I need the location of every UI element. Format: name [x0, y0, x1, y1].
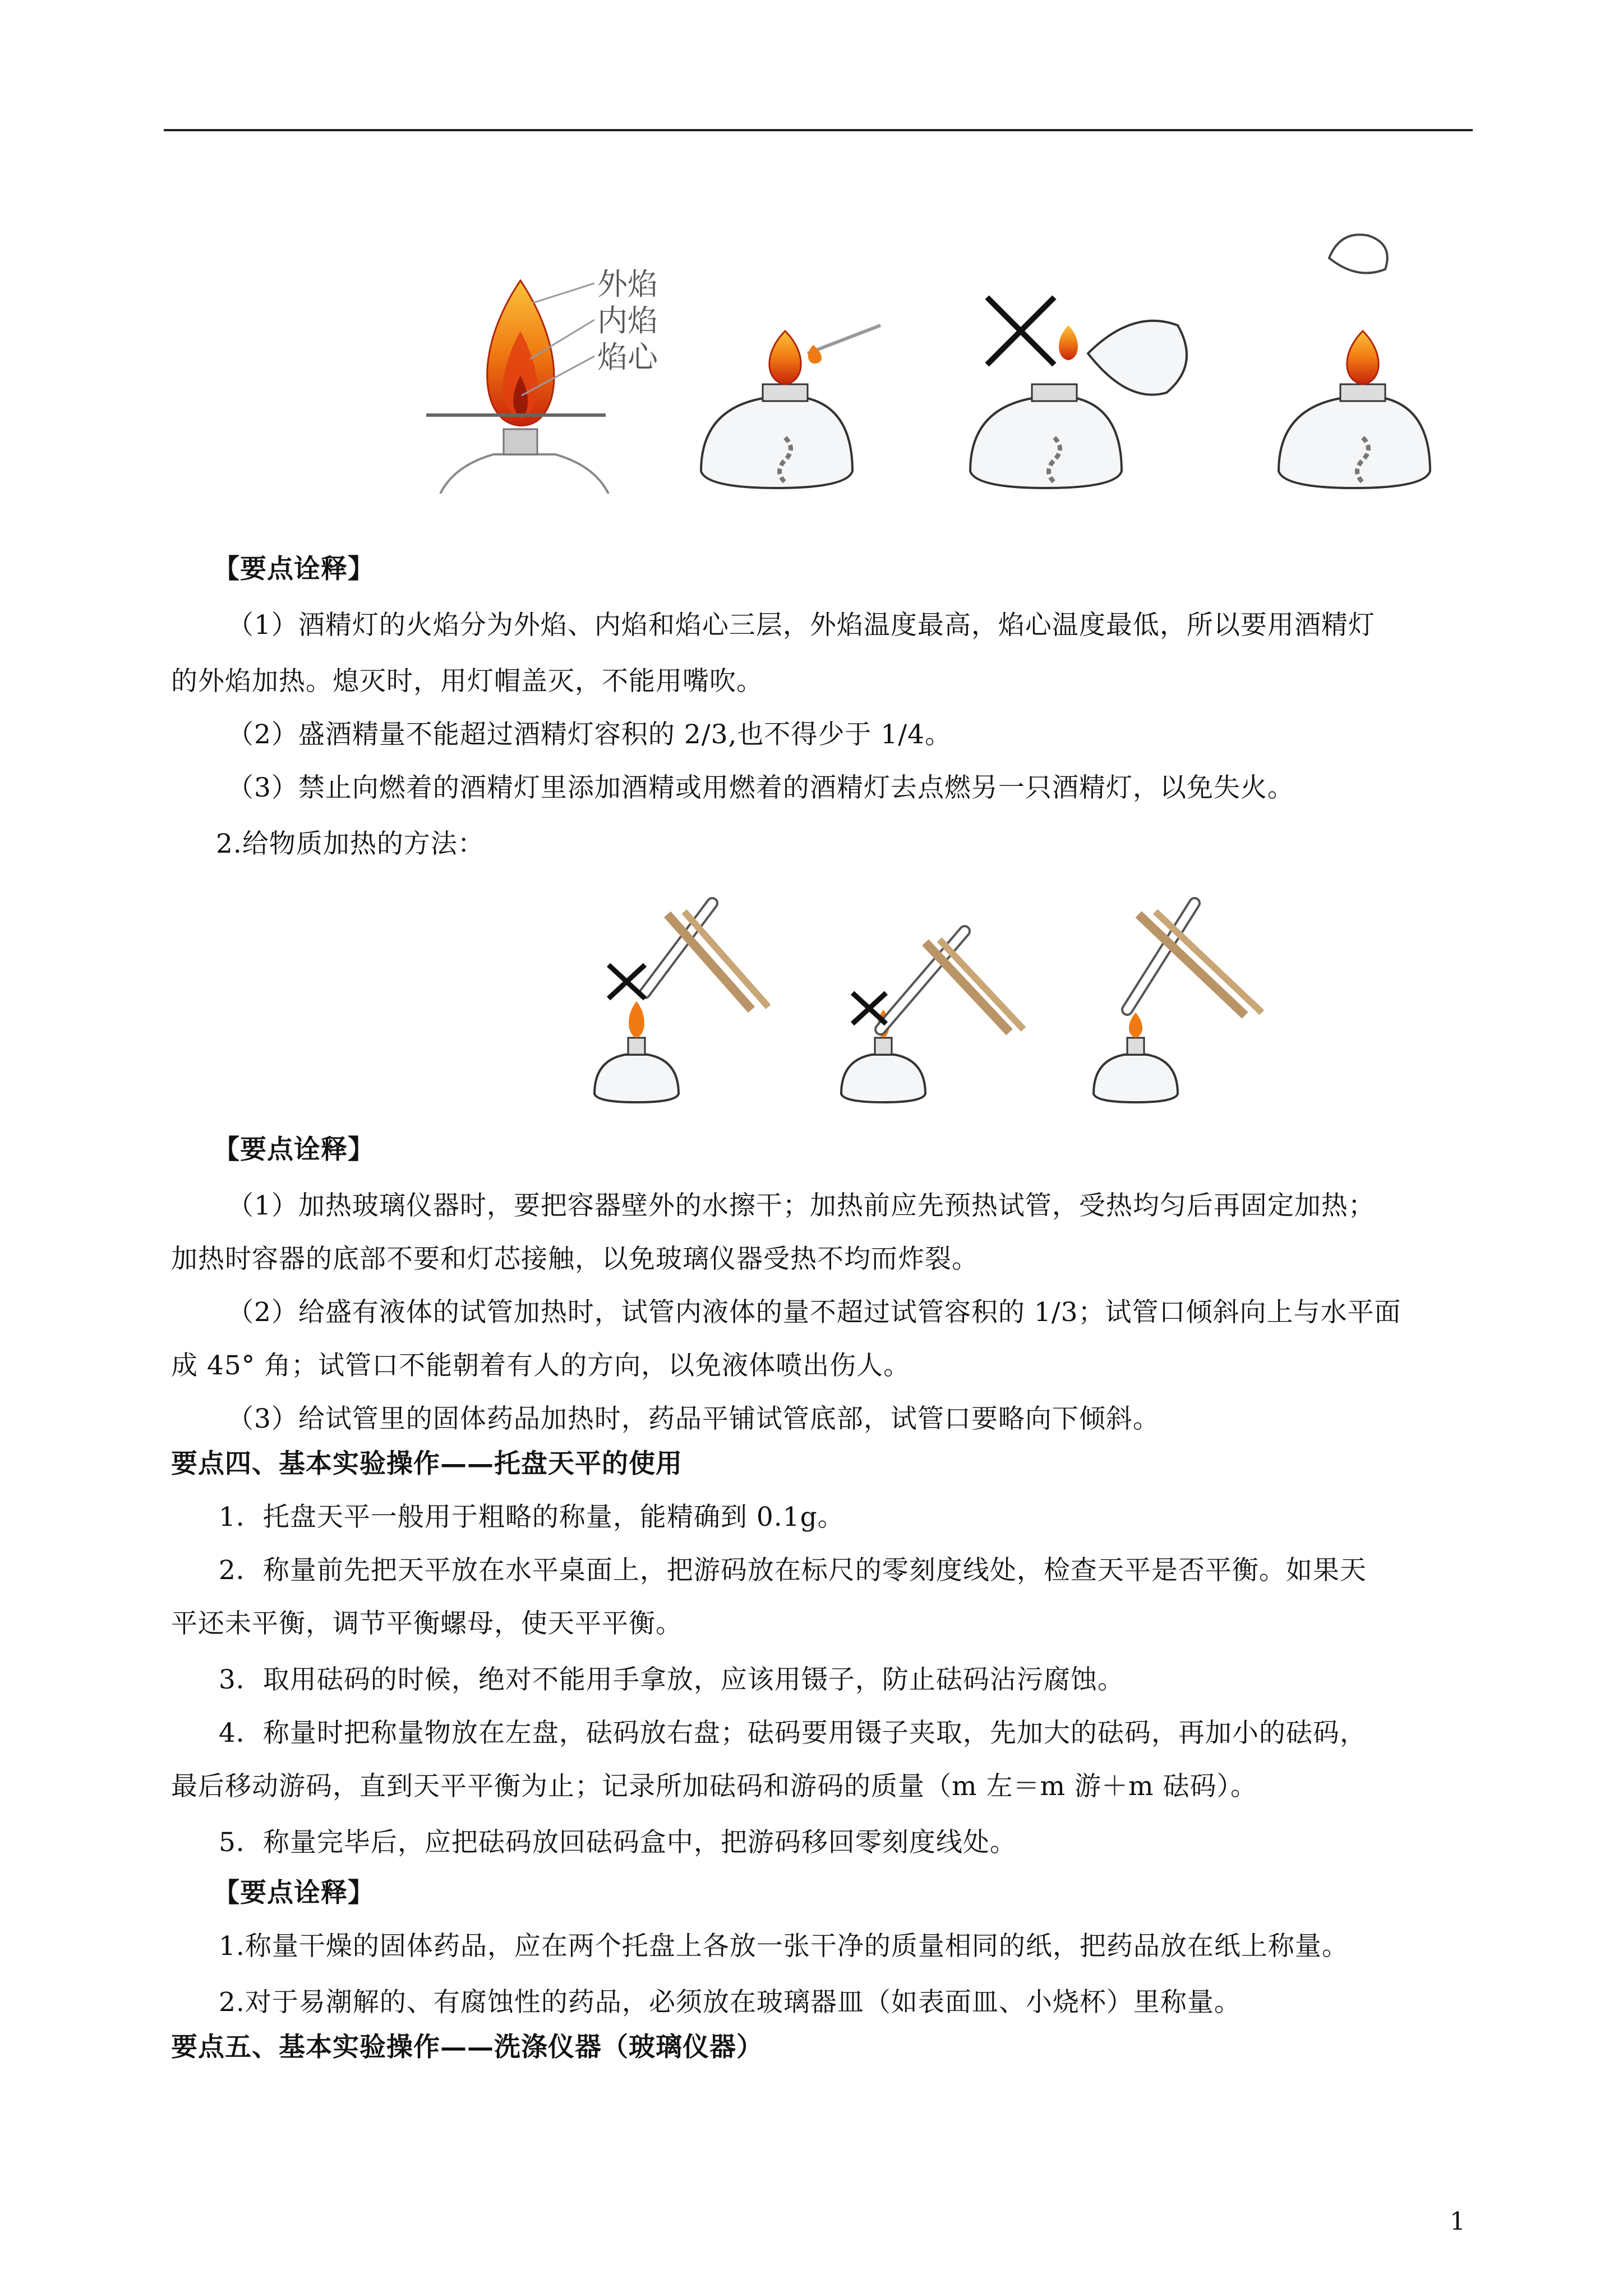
label-flame-core: 焰心 — [597, 341, 658, 374]
s4-item-2: 2.对于易潮解的、有腐蚀性的药品，必须放在玻璃器皿（如表面皿、小烧杯）里称量。 — [219, 1987, 1241, 2018]
s3-item-4-line-2: 最后移动游码，直到天平平衡为止；记录所加砝码和游码的质量（m 左＝m 游＋m 砝码）。 — [171, 1771, 1258, 1802]
s2-paragraph-2-line-2: 成 45° 角；试管口不能朝着有人的方向，以免液体喷出伤人。 — [171, 1350, 911, 1381]
section4-header: 【要点诠释】 — [213, 1878, 375, 1908]
section3-title: 要点四、基本实验操作——托盘天平的使用 — [171, 1448, 683, 1479]
flame-structure-diagram — [426, 268, 659, 494]
s3-item-5: 5．称量完毕后，应把砝码放回砝码盒中，把游码移回零刻度线处。 — [219, 1827, 1017, 1858]
heating-setup-correct — [1094, 903, 1262, 1102]
section1-header: 【要点诠释】 — [213, 554, 375, 585]
s2-paragraph-3: （3）给试管里的固体药品加热时，药品平铺试管底部，试管口要略向下倾斜。 — [227, 1404, 1160, 1434]
s1-paragraph-2: （2）盛酒精量不能超过酒精灯容积的 2/3,也不得少于 1/4。 — [227, 719, 952, 750]
lamp-lighting-with-match — [701, 325, 880, 488]
s3-item-1: 1．托盘天平一般用于粗略的称量，能精确到 0.1g。 — [219, 1502, 845, 1533]
label-outer-flame: 外焰 — [597, 268, 658, 301]
heating-setup-wrong-2 — [841, 931, 1023, 1102]
lamp-with-cap-removed — [1279, 234, 1430, 488]
s1-paragraph-3: （3）禁止向燃着的酒精灯里添加酒精或用燃着的酒精灯去点燃另一只酒精灯，以免失火。 — [227, 772, 1294, 803]
page-number: 1 — [1450, 2207, 1465, 2236]
lamp-wrong-lighting — [970, 297, 1187, 488]
s2-paragraph-1-line-2: 加热时容器的底部不要和灯芯接触，以免玻璃仪器受热不均而炸裂。 — [171, 1244, 979, 1274]
s1-paragraph-1-line-1: （1）酒精灯的火焰分为外焰、内焰和焰心三层，外焰温度最高，焰心温度最低，所以要用酒精灯 — [227, 610, 1375, 641]
heating-setup-wrong-1 — [594, 903, 768, 1102]
s3-item-4-line-1: 4．称量时把称量物放在左盘，砝码放右盘；砝码要用镊子夹取，先加大的砝码，再加小的砝码， — [219, 1718, 1367, 1749]
section2-header: 【要点诠释】 — [213, 1134, 375, 1165]
header-rule — [164, 129, 1473, 131]
alcohol-lamp-figure — [415, 224, 1514, 494]
s3-item-3: 3．取用砝码的时候，绝对不能用手拿放，应该用镊子，防止砝码沾污腐蚀。 — [219, 1664, 1124, 1695]
s2-paragraph-1-line-1: （1）加热玻璃仪器时，要把容器壁外的水擦干；加热前应先预热试管，受热均匀后再固定加热； — [227, 1190, 1375, 1221]
s3-item-2-line-1: 2．称量前先把天平放在水平桌面上，把游码放在标尺的零刻度线处，检查天平是否平衡。如果天 — [219, 1555, 1367, 1586]
s4-item-1: 1.称量干燥的固体药品，应在两个托盘上各放一张干净的质量相同的纸，把药品放在纸上称量。 — [219, 1931, 1349, 1962]
section5-title: 要点五、基本实验操作——洗涤仪器（玻璃仪器） — [171, 2032, 763, 2063]
test-tube-heating-figure — [583, 881, 1290, 1105]
s1-paragraph-4: 2.给物质加热的方法： — [216, 829, 485, 859]
label-inner-flame: 内焰 — [597, 304, 658, 338]
s1-paragraph-1-line-2: 的外焰加热。熄灭时，用灯帽盖灭，不能用嘴吹。 — [171, 666, 763, 697]
s3-item-2-line-2: 平还未平衡，调节平衡螺母，使天平平衡。 — [171, 1608, 683, 1639]
s2-paragraph-2-line-1: （2）给盛有液体的试管加热时，试管内液体的量不超过试管容积的 1/3；试管口倾斜向上与水平面 — [227, 1297, 1401, 1328]
